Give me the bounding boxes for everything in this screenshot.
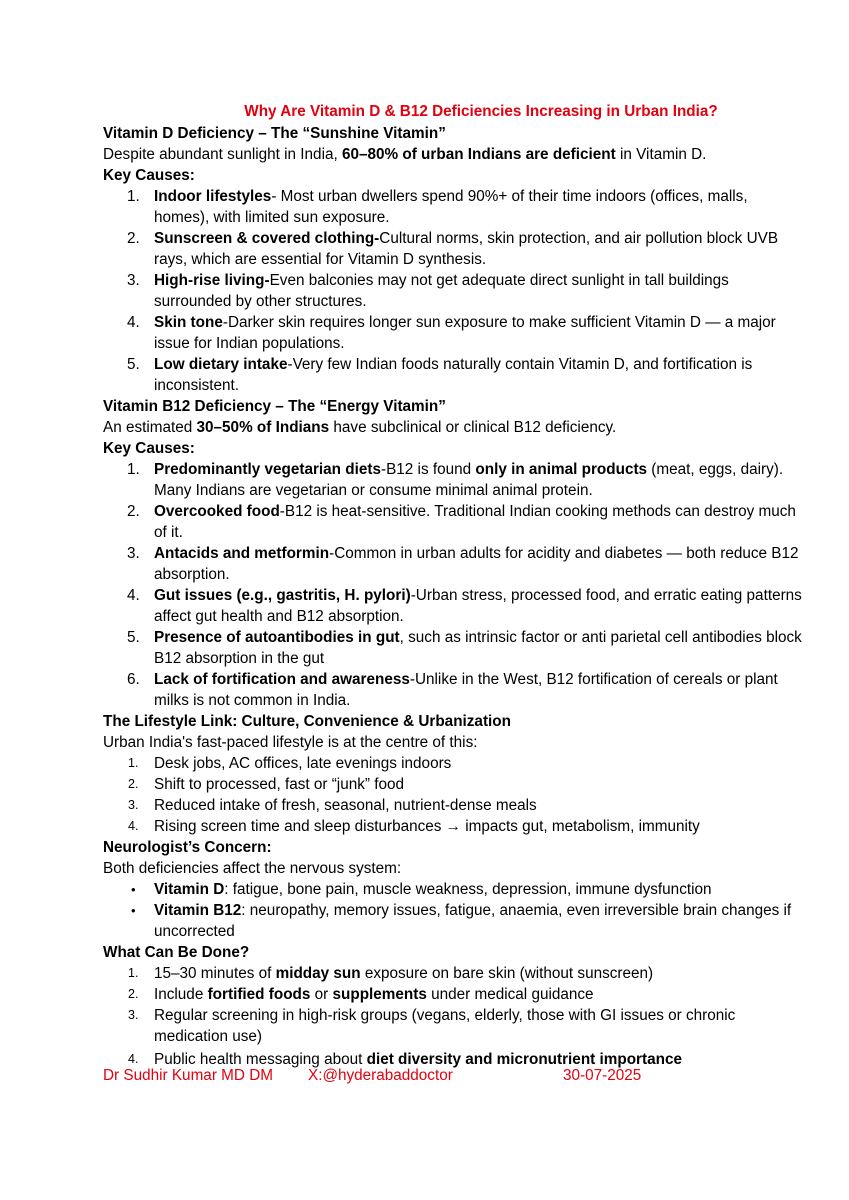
list-item: 1. Indoor lifestyles- Most urban dwellers spend 90%+ of their time indoors (offices, malls, homes), with limited sun exposure. [127, 188, 748, 226]
list-item: • Vitamin B12: neuropathy, memory issues, fatigue, anaemia, even irreversible brain changes if uncorrected [131, 902, 792, 940]
footer [103, 1065, 803, 1149]
lifestyle-intro: Urban India's fast-paced lifestyle is at the centre of this: [103, 734, 478, 751]
list-item: 2. Shift to processed, fast or “junk” food [128, 776, 404, 793]
page-title: Why Are Vitamin D & B12 Deficiencies Increasing in Urban India? [244, 103, 718, 120]
vitamin-d-intro: Despite abundant sunlight in India, 60–80% of urban Indians are deficient in Vitamin D. [103, 146, 707, 163]
list-item: 3. Antacids and metformin-Common in urban adults for acidity and diabetes — both reduce B12 absorption. [127, 545, 799, 583]
bullet-icon: • [131, 903, 136, 918]
what-can-be-done-heading: What Can Be Done? [103, 944, 250, 961]
what-can-be-done-list [103, 963, 803, 1070]
list-item: 3. Regular screening in high-risk groups (vegans, elderly, those with GI issues or chronic medication use) [128, 1007, 736, 1045]
neurologist-list [103, 879, 803, 942]
bullet-icon: • [131, 882, 136, 897]
list-item: 1. 15–30 minutes of midday sun exposure on bare skin (without sunscreen) [128, 965, 654, 982]
list-item: 1. Desk jobs, AC offices, late evenings indoors [128, 755, 452, 772]
list-item: 4. Rising screen time and sleep disturbances → impacts gut, metabolism, immunity [128, 818, 700, 835]
list-item: 2. Sunscreen & covered clothing-Cultural norms, skin protection, and air pollution block UVB rays, which are essential for Vitamin D synthesis. [127, 230, 779, 268]
neurologist-intro: Both deficiencies affect the nervous system: [103, 860, 402, 877]
vitamin-b12-causes-label: Key Causes: [103, 440, 195, 457]
vitamin-d-causes-list [103, 186, 803, 396]
footer-handle: X:@hyderabaddoctor [308, 1067, 453, 1084]
footer-author: Dr Sudhir Kumar MD DM [103, 1067, 273, 1084]
list-item: 5. Low dietary intake-Very few Indian foods naturally contain Vitamin D, and fortification is inconsistent. [127, 356, 753, 394]
list-item: 4. Skin tone-Darker skin requires longer sun exposure to make sufficient Vitamin D — a major issue for Indian populations. [127, 314, 776, 352]
neurologist-heading: Neurologist’s Concern: [103, 839, 272, 856]
list-item: 3. Reduced intake of fresh, seasonal, nutrient-dense meals [128, 797, 537, 814]
list-item: 2. Include fortified foods or supplements under medical guidance [128, 986, 594, 1003]
list-item: 2. Overcooked food-B12 is heat-sensitive. Traditional Indian cooking methods can destroy much of it. [127, 503, 796, 541]
vitamin-b12-causes-list [103, 459, 803, 711]
list-item: 4. Public health messaging about diet diversity and micronutrient importance [128, 1051, 682, 1068]
list-item: 3. High-rise living-Even balconies may not get adequate direct sunlight in tall buildings surrounded by other structures. [127, 272, 729, 310]
list-item: 1. Predominantly vegetarian diets-B12 is found only in animal products (meat, eggs, dairy). Many Indians are vegetarian or consume minimal animal protein. [127, 461, 784, 499]
list-item: 5. Presence of autoantibodies in gut, such as intrinsic factor or anti parietal cell antibodies block B12 absorption in the gut [127, 629, 802, 667]
list-item: • Vitamin D: fatigue, bone pain, muscle weakness, depression, immune dysfunction [131, 881, 712, 898]
vitamin-b12-heading: Vitamin B12 Deficiency – The “Energy Vitamin” [103, 398, 446, 415]
document-body [103, 101, 803, 1070]
list-item: 6. Lack of fortification and awareness-Unlike in the West, B12 fortification of cereals or plant milks is not common in India. [127, 671, 778, 709]
lifestyle-list [103, 753, 803, 837]
list-item: 4. Gut issues (e.g., gastritis, H. pylori)-Urban stress, processed food, and erratic eating patterns affect gut health and B12 absorption. [127, 587, 802, 625]
lifestyle-heading: The Lifestyle Link: Culture, Convenience & Urbanization [103, 713, 511, 730]
vitamin-d-heading: Vitamin D Deficiency – The “Sunshine Vitamin” [103, 125, 446, 142]
footer-date: 30-07-2025 [563, 1067, 642, 1084]
vitamin-b12-intro: An estimated 30–50% of Indians have subclinical or clinical B12 deficiency. [103, 419, 617, 436]
vitamin-d-causes-label: Key Causes: [103, 167, 195, 184]
